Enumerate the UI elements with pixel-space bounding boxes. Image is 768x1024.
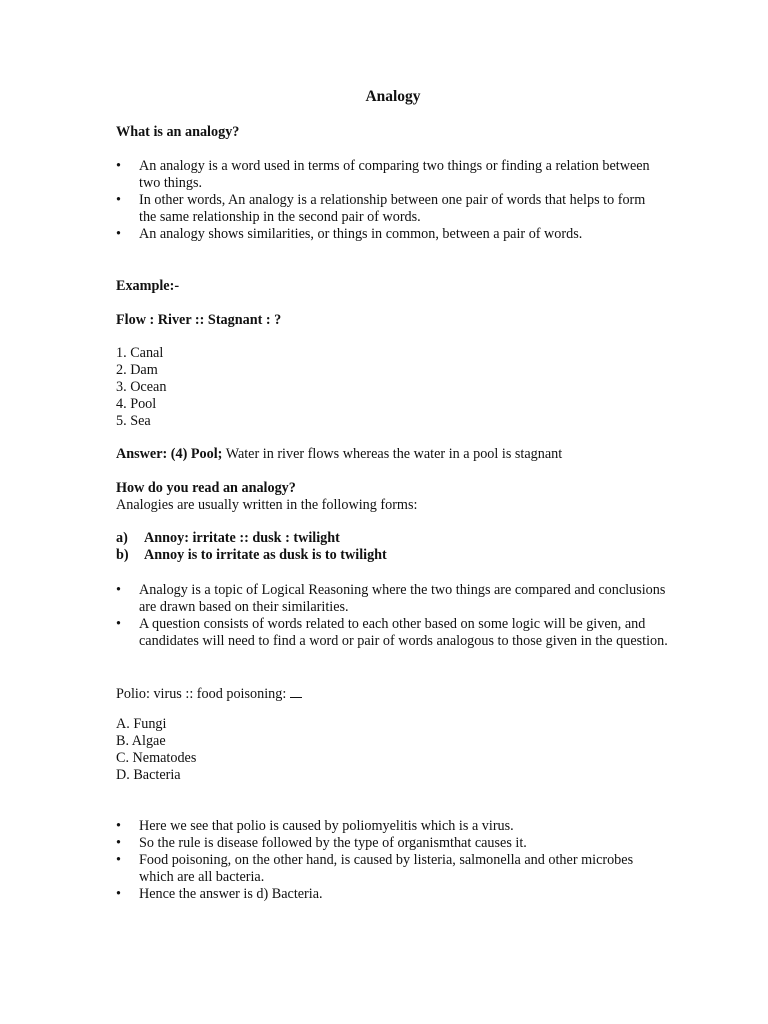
example-option: 4. Pool xyxy=(116,396,157,412)
intro-bullet: • An analogy shows similarities, or things in common, between a pair of words. xyxy=(116,226,661,243)
example-answer xyxy=(116,446,676,463)
answer-label: Answer: (4) Pool; xyxy=(116,446,223,462)
logic-bullet-list xyxy=(116,582,676,650)
example-option: 5. Sea xyxy=(116,413,151,429)
polio-option: D. Bacteria xyxy=(116,767,181,783)
form-text: Annoy is to irritate as dusk is to twilight xyxy=(144,547,387,563)
example-heading: Example:- xyxy=(116,278,180,294)
polio-option: C. Nematodes xyxy=(116,750,197,766)
explanation-bullet: • Food poisoning, on the other hand, is caused by listeria, salmonella and other microbes which are all bacteria. xyxy=(116,852,646,886)
polio-options xyxy=(116,716,676,784)
page-title: Analogy xyxy=(365,88,421,105)
explanation-bullet: • Here we see that polio is caused by poliomyelitis which is a virus. xyxy=(116,818,646,835)
reading-subtext: Analogies are usually written in the following forms: xyxy=(116,497,418,513)
polio-option: B. Algae xyxy=(116,733,166,749)
polio-option: A. Fungi xyxy=(116,716,167,732)
example-option: 2. Dam xyxy=(116,362,158,378)
example-question: Flow : River :: Stagnant : ? xyxy=(116,312,282,328)
analogy-forms xyxy=(116,530,676,564)
reading-heading: How do you read an analogy? xyxy=(116,480,296,496)
logic-bullet: • Analogy is a topic of Logical Reasoning where the two things are compared and conclusions are drawn based on their similarities. xyxy=(116,582,676,616)
intro-bullet-list xyxy=(116,158,661,243)
analogy-form xyxy=(116,530,676,547)
answer-text: Water in river flows whereas the water in a pool is stagnant xyxy=(225,446,563,462)
intro-heading: What is an analogy? xyxy=(116,124,240,140)
example-option: 3. Ocean xyxy=(116,379,167,395)
explanation-bullet: • So the rule is disease followed by the type of organismthat causes it. xyxy=(116,835,646,852)
answer-blank xyxy=(290,685,302,698)
explanation-bullet: • Hence the answer is d) Bacteria. xyxy=(116,886,646,903)
form-text: Annoy: irritate :: dusk : twilight xyxy=(144,530,340,546)
example-options xyxy=(116,345,676,430)
form-label: b) xyxy=(116,547,129,563)
example-option: 1. Canal xyxy=(116,345,164,361)
intro-bullet: • In other words, An analogy is a relationship between one pair of words that helps to form the same relationship in the second pair of words. xyxy=(116,192,661,226)
analogy-form xyxy=(116,547,676,564)
polio-question-text: Polio: virus :: food poisoning: xyxy=(116,686,287,702)
logic-bullet: • A question consists of words related to each other based on some logic will be given, and candidates will need to find a word or pair of words analogous to those given in the question. xyxy=(116,616,676,650)
explanation-bullet-list xyxy=(116,818,646,903)
polio-question xyxy=(116,685,676,703)
form-label: a) xyxy=(116,530,128,546)
intro-bullet: • An analogy is a word used in terms of comparing two things or finding a relation between two things. xyxy=(116,158,661,192)
